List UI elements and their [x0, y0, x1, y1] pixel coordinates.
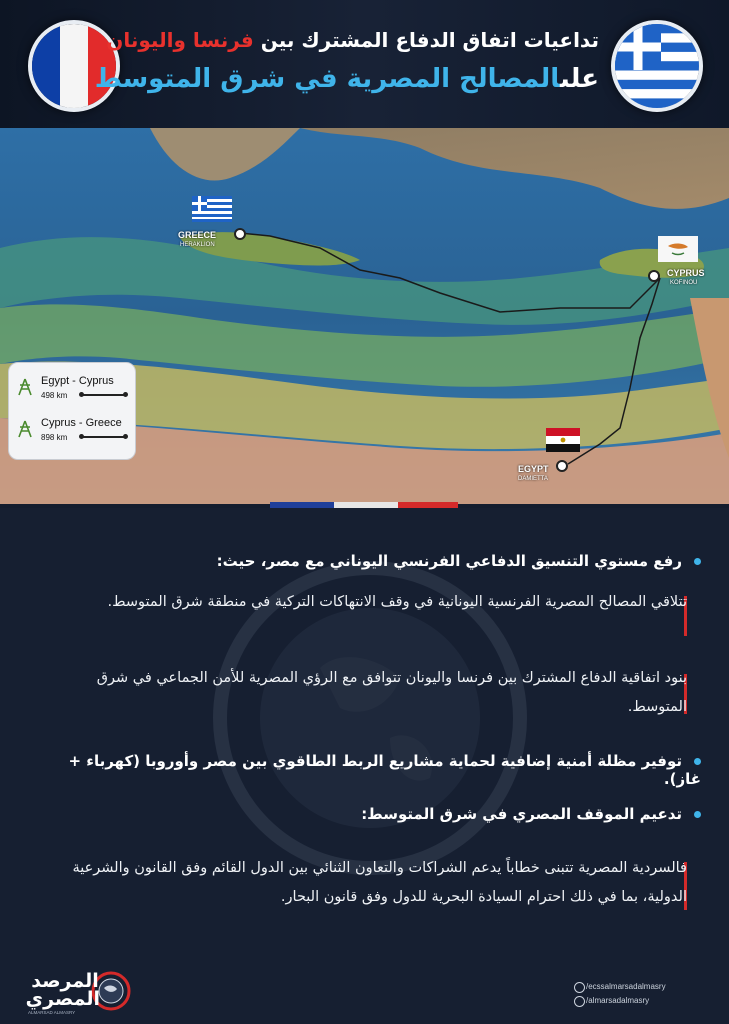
title-line-1	[79, 28, 599, 52]
egypt-marker-flag-icon	[546, 428, 580, 452]
legend-line	[81, 436, 125, 438]
legend-item-egypt-cyprus	[15, 375, 131, 411]
sub-item-text: تتلاقي المصالح المصرية الفرنسية اليونانية في وقف الانتهاكات التركية في منطقة شرق المتوسط.	[107, 594, 687, 610]
bullet-item	[41, 805, 701, 823]
legend-dot	[79, 392, 84, 397]
power-tower-icon	[15, 419, 35, 439]
legend-dot	[123, 434, 128, 439]
title-line-1-accent: فرنسا واليونان	[106, 28, 254, 52]
cyprus-marker-flag-icon	[658, 236, 698, 262]
map-legend	[8, 362, 136, 460]
logo-line-1: المرصد	[31, 970, 99, 992]
city-label-egypt: EGYPT	[518, 464, 549, 474]
bullet-item	[41, 552, 701, 570]
bullet-text: توفير مظلة أمنية إضافية لحماية مشاريع الربط الطاقوي بين مصر وأوروبا (كهرباء + غاز).	[68, 752, 701, 788]
logo-wordmark	[25, 970, 100, 1010]
legend-distance: 898 km	[41, 433, 68, 442]
legend-line	[81, 394, 125, 396]
city-label-cyprus: CYPRUS	[667, 268, 705, 278]
title-line-2-accent: المصالح المصرية في شرق المتوسط	[94, 64, 560, 94]
social-handle[interactable]: /almarsadalmasry	[586, 996, 650, 1005]
greece-flag-icon	[611, 20, 703, 112]
bullet-text: تدعيم الموقف المصري في شرق المتوسط:	[361, 805, 682, 823]
facebook-icon	[574, 982, 585, 993]
bullet-dot-icon	[694, 558, 701, 565]
twitter-instagram-icon	[574, 996, 585, 1007]
facebook-handle[interactable]: /ecssalmarsadalmasry	[586, 982, 666, 991]
city-sub-egypt: DAMIETTA	[518, 476, 548, 482]
city-sub-greece: HERAKLION	[180, 242, 215, 248]
legend-item-cyprus-greece	[15, 417, 131, 453]
legend-dot	[79, 434, 84, 439]
legend-title: Cyprus - Greece	[41, 417, 122, 429]
legend-dot	[123, 392, 128, 397]
power-tower-icon	[15, 377, 35, 397]
title-line-2-prefix: على	[560, 64, 599, 94]
city-label-greece: GREECE	[178, 230, 217, 240]
greece-marker-flag-icon	[192, 196, 232, 222]
sub-item-text: فالسردية المصرية تتبنى خطاباً يدعم الشراكات والتعاون الثنائي بين الدول القائم وفق القانون والشرعية الدولية، بما في ذلك احترام السيادة البحرية للدول وفق قانون البحار.	[72, 860, 687, 905]
logo-subtext: ALMARSAD ALMASRY	[28, 1010, 76, 1015]
header	[0, 0, 729, 128]
bullet-dot-icon	[694, 811, 701, 818]
bullet-text: رفع مستوي التنسيق الدفاعي الفرنسي اليوناني مع مصر، حيث:	[216, 552, 682, 570]
city-sub-cyprus: KOFINOU	[670, 280, 698, 286]
title-line-1-prefix: تداعيات اتفاق الدفاع المشترك بين	[260, 28, 599, 52]
legend-distance: 498 km	[41, 391, 68, 400]
bullet-item	[41, 752, 701, 788]
cyprus-pin-icon	[648, 270, 660, 282]
greece-pin-icon	[234, 228, 246, 240]
legend-title: Egypt - Cyprus	[41, 375, 114, 387]
sub-item-text: بنود اتفاقية الدفاع المشترك بين فرنسا واليونان تتوافق مع الرؤي المصرية للأمن الجماعي في شرق المتوسط.	[96, 670, 687, 715]
bullet-dot-icon	[694, 758, 701, 765]
title-line-2	[79, 64, 599, 94]
egypt-pin-icon	[556, 460, 568, 472]
logo-line-2: المصري	[25, 988, 100, 1010]
